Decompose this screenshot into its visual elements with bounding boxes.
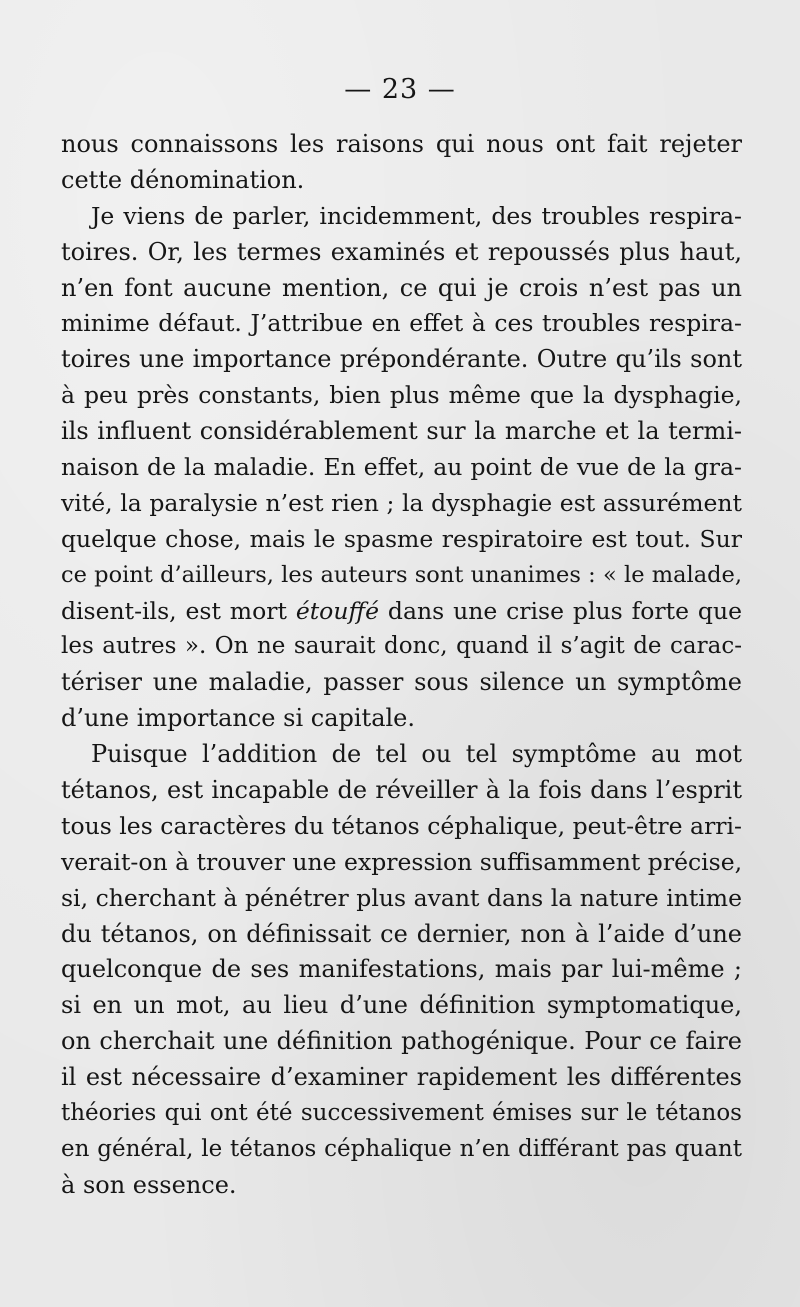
text-line: il est nécessaire d’examiner rapidement les différentes	[61, 1063, 742, 1092]
text-line: tous les caractères du tétanos céphalique, peut-être arri-	[61, 811, 742, 840]
text-line: nous connaissons les raisons qui nous ont fait rejeter	[61, 130, 742, 158]
text-line-with-italic: disent-ils, est mort étouffé dans une crise plus forte que	[61, 596, 742, 625]
text-line: Je viens de parler, incidemment, des troubles respira-	[91, 201, 742, 230]
text-line: naison de la maladie. En effet, au point de vue de la gra-	[61, 453, 742, 482]
text-line: ce point d’ailleurs, les auteurs sont unanimes : « le malade,	[61, 561, 742, 588]
page-number: — 23 —	[344, 74, 456, 105]
text-line: quelconque de ses manifestations, mais par lui-même ;	[61, 955, 742, 984]
text-line: toires une importance prépondérante. Outre qu’ils sont	[61, 345, 742, 374]
text-line: tétanos, est incapable de réveiller à la fois dans l’esprit	[61, 776, 742, 805]
body-text	[61, 127, 742, 1204]
text-line: à peu près constants, bien plus même que la dysphagie,	[61, 381, 742, 410]
text-line: si, cherchant à pénétrer plus avant dans la nature intime	[61, 883, 742, 912]
text-line: n’en font aucune mention, ce qui je crois n’est pas un	[61, 273, 742, 302]
text-line: toires. Or, les termes examinés et repoussés plus haut,	[61, 237, 742, 266]
text-line: tériser une maladie, passer sous silence un symptôme	[61, 668, 742, 697]
text-line: ils influent considérablement sur la marche et la termi-	[61, 417, 742, 446]
text-line: d’une importance si capitale.	[61, 704, 416, 733]
text-line: théories qui ont été successivement émises sur le tétanos	[61, 1100, 742, 1127]
text-line: en général, le tétanos céphalique n’en différant pas quant	[61, 1135, 742, 1162]
text-line: si en un mot, au lieu d’une définition symptomatique,	[61, 991, 742, 1020]
paragraph	[61, 127, 742, 199]
text-line: verait-on à trouver une expression suffisamment précise,	[61, 847, 743, 876]
paragraph	[61, 737, 742, 1204]
text-line: à son essence.	[61, 1170, 237, 1199]
paragraph	[61, 199, 742, 737]
text-line: vité, la paralysie n’est rien ; la dysphagie est assurément	[61, 488, 742, 517]
text-line: du tétanos, on définissait ce dernier, non à l’aide d’une	[61, 919, 742, 948]
text-line: cette dénomination.	[61, 165, 305, 194]
text-line: on cherchait une définition pathogénique. Pour ce faire	[61, 1027, 742, 1056]
italic-word: étouffé	[295, 596, 380, 625]
text-line: les autres ». On ne saurait donc, quand il s’agit de carac-	[61, 633, 742, 660]
text-line: quelque chose, mais le spasme respiratoire est tout. Sur	[61, 524, 742, 553]
text-line: Puisque l’addition de tel ou tel symptôme au mot	[91, 740, 742, 769]
text-line: minime défaut. J’attribue en effet à ces troubles respira-	[61, 309, 742, 338]
